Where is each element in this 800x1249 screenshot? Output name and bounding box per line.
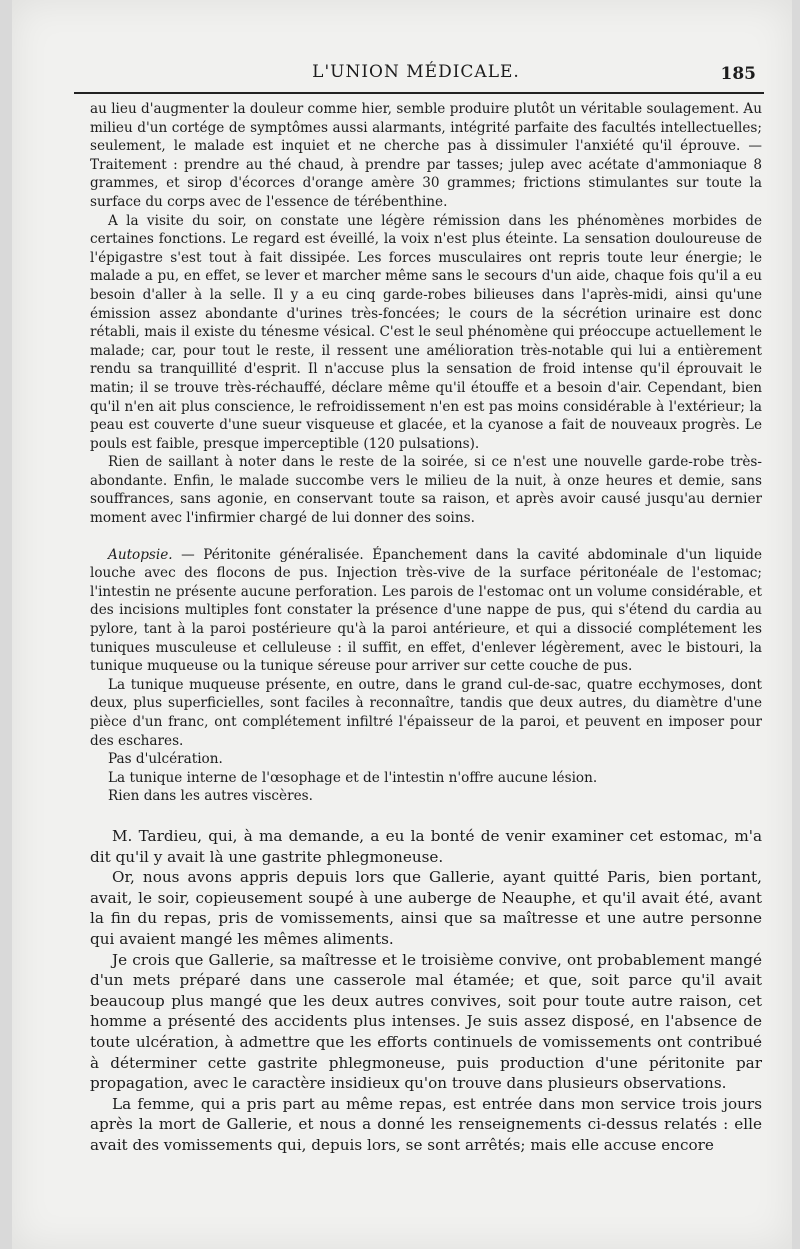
section-gap — [90, 528, 762, 546]
page-body — [90, 100, 762, 1155]
autopsy-line: Pas d'ulcération. — [108, 751, 223, 768]
commentary — [90, 826, 762, 1156]
header-rule — [74, 92, 764, 94]
autopsy-text: — Péritonite généralisée. Épanchement dans la cavité abdominale d'un liquide louche avec des flocons de pus. Injection très-vive de la surface péritonéale de l'estomac; l'intestin ne présente aucune perforation. Les parois de l'estomac ont un volume considérable, et des incisions multiples font constater la présence d'une nappe de pus, qui s'étend du cardia au pylore, tant à la paroi postérieure qu'à la paroi antérieure, et qui a dissocié complétement les tuniques musculeuse et celluleuse : il suffit, en effet, d'enlever légèrement, avec le bistouri, la tunique muqueuse ou la tunique séreuse pour arriver sur cette couche de pus. — [90, 546, 762, 675]
case-paragraph: A la visite du soir, on constate une légère rémission dans les phénomènes morbides de certaines fonctions. Le regard est éveillé, la voix n'est plus éteinte. La sensation douloureuse de l'épigastre s'est tout à fait dissipée. Les forces musculaires ont repris toute leur énergie; le malade a pu, en effet, se lever et marcher même sans le secours d'un aide, chaque fois qu'il a eu besoin d'aller à la selle. Il y a eu cinq garde-robes bilieuses dans l'après-midi, ainsi qu'une émission assez abondante d'urines très-foncées; le cours de la sécrétion urinaire est donc rétabli, mais il existe du ténesme vésical. C'est le seul phénomène qui préoccupe actuellement le malade; car, pour tout le reste, il ressent une amélioration très-notable qui lui a entièrement rendu sa tranquillité d'esprit. Il n'accuse plus la sensation de froid intense qu'il éprouvait le matin; il se trouve très-réchauffé, déclare même qu'il étouffe et a besoin d'air. Cependant, bien qu'il n'en ait plus conscience, le refroidissement n'en est pas moins considérable à l'extérieur; la peau est couverte d'une sueur visqueuse et glacée, et la cyanose a fait de nouveaux progrès. Le pouls est faible, presque imperceptible (120 pulsations). — [90, 212, 762, 452]
running-title: L'UNION MÉDICALE. — [312, 62, 520, 82]
autopsy-line: Rien dans les autres viscères. — [108, 788, 313, 805]
case-report — [90, 100, 762, 806]
autopsy-line: La tunique muqueuse présente, en outre, dans le grand cul-de-sac, quatre ecchymoses, dont deux, plus superficielles, sont faciles à reconnaître, tandis que deux autres, du diamètre d'une pièce d'un franc, ont complétement infiltré l'épaisseur de la paroi, et peuvent en imposer pour des eschares. — [90, 676, 762, 749]
page — [12, 0, 792, 1249]
commentary-paragraph: Or, nous avons appris depuis lors que Gallerie, ayant quitté Paris, bien portant, avait, le soir, copieusement soupé à une auberge de Neauphe, et qu'il avait été, avant la fin du repas, pris de vomissements, ainsi que sa maîtresse et une autre personne qui avaient mangé les mêmes aliments. — [90, 868, 762, 948]
commentary-paragraph: Je crois que Gallerie, sa maîtresse et le troisième convive, ont probablement mangé d'un mets préparé dans une casserole mal étamée; et que, soit parce qu'il avait beaucoup plus mangé que les deux autres convives, soit pour toute autre raison, cet homme a présenté des accidents plus intenses. Je suis assez disposé, en l'absence de toute ulcération, à admettre que les efforts continuels de vomissements ont contribué à déterminer cette gastrite phlegmoneuse, puis production d'une péritonite par propagation, avec le caractère insidieux qu'on trouve dans plusieurs observations. — [90, 950, 762, 1093]
case-paragraph: au lieu d'augmenter la douleur comme hier, semble produire plutôt un véritable soulagement. Au milieu d'un cortége de symptômes aussi alarmants, intégrité parfaite des facultés intellectuelles; seulement, le malade est inquiet et ne cherche pas à dissimuler l'anxiété qu'il éprouve. — Traitement : prendre au thé chaud, à prendre par tasses; julep avec acétate d'ammoniaque 8 grammes, et sirop d'écorces d'orange amère 30 grammes; frictions stimulantes sur toute la surface du corps avec de l'essence de térébenthine. — [90, 101, 762, 210]
page-number: 185 — [720, 64, 756, 84]
autopsy-line: La tunique interne de l'œsophage et de l'intestin n'offre aucune lésion. — [108, 769, 598, 786]
commentary-paragraph: M. Tardieu, qui, à ma demande, a eu la bonté de venir examiner cet estomac, m'a dit qu'il y avait là une gastrite phlegmoneuse. — [90, 826, 762, 866]
autopsy-paragraph — [90, 546, 762, 676]
case-paragraph: Rien de saillant à noter dans le reste de la soirée, si ce n'est une nouvelle garde-robe très-abondante. Enfin, le malade succombe vers le milieu de la nuit, à onze heures et demie, sans souffrances, sans agonie, en conservant toute sa raison, et après avoir causé jusqu'au dernier moment avec l'infirmier chargé de lui donner des soins. — [90, 454, 762, 527]
commentary-paragraph: La femme, qui a pris part au même repas, est entrée dans mon service trois jours après la mort de Gallerie, et nous a donné les renseignements ci-dessus relatés : elle avait des vomissements qui, depuis lors, se sont arrêtés; mais elle accuse encore — [90, 1094, 762, 1154]
page-header — [76, 60, 756, 90]
autopsy-label: Autopsie. — [108, 546, 173, 563]
